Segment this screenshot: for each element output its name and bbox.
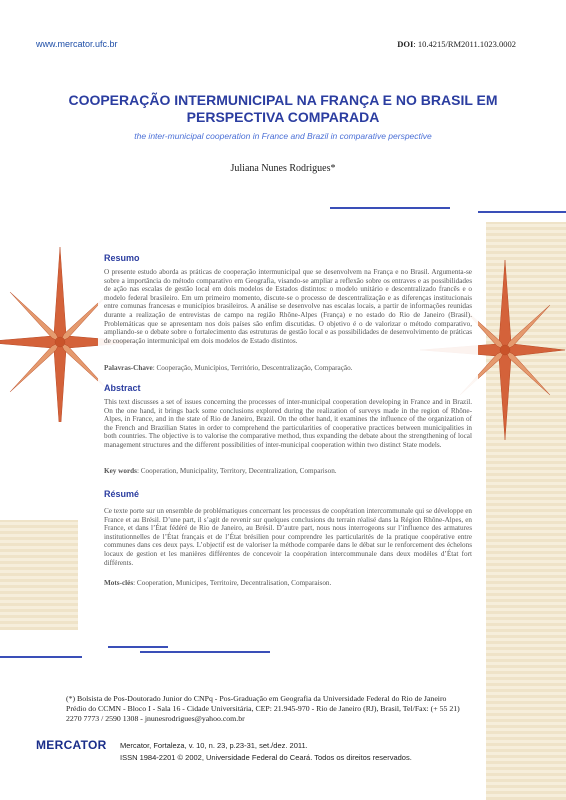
footnote-line: (*) Bolsista de Pos-Doutorado Junior do CNPq - Pos-Graduação em Geografia da Universidade Federal do Rio de Janeiro (66, 694, 447, 703)
abstract-heading: Abstract (104, 383, 141, 393)
keywords-text: : Cooperation, Municipes, Territoire, Decentralisation, Comparaison. (133, 579, 332, 587)
decorative-bar (0, 656, 82, 658)
keywords-label: Key words (104, 467, 137, 475)
resume-keywords (104, 579, 472, 587)
decorative-bar (108, 646, 168, 648)
decorative-bar (478, 211, 566, 213)
footnote-line: Prédio do CCMN - Bloco I - Sala 16 - Cidade Universitária, CEP: 21.945-970 - Rio de Janeiro (RJ), Brasil, Tel/Fax: (+ 55 21) (66, 704, 460, 713)
doi (397, 39, 516, 49)
article-title-english: the inter-municipal cooperation in France and Brazil in comparative perspective (134, 131, 432, 141)
resumo-text: O presente estudo aborda as práticas de cooperação intermunicipal que se desenvolvem na França e no Brasil. Argumenta-se sobre a importância do método comparativo em Geografia, visando-se ampliar a reflexão sobre os entraves e as possibilidades de ação nas escalas de gestão local em dois modelos de Estados distintos: o modelo unitário e descentralizado francês e o modelo federal brasileiro. Em um primeiro momento, discute-se o processo de descentralização e as diferenças institucionais entre comunas francesas e municípios brasileiros. A análise se desenvolve nas escalas locais, a partir de informações reunidas durante a realização de entrevistas de campo na região Rhône-Alpes (França) e no estado do Rio de Janeiro (Brasil). Problemáticas que se apresentam nos dois países são enfim discutidas. O objetivo é o de valorizar o método comparativo, ampliando-se o debate sobre o fortalecimento das estruturas de gestão local e as possibilidades de desenvolvimento de práticas de cooperação intermunicipal em dois modelos de Estado distintos. (104, 268, 472, 345)
doi-label: DOI (397, 39, 414, 49)
abstract-text: This text discusses a set of issues concerning the processes of inter-municipal cooperation developing in France and in Brazil. On the one hand, it brings back some conclusions explored during the realization of surveys made in the region of Rhône-Alpes, in France, and in the state of Rio de Janeiro, Brazil. On the other hand, it examines the influence of the organization of the French and Brazilian States in order to comprehend the particularities of cooperative practices between municipalities in both countries. The objective is to valorise the comparative method, thus expanding the debate about the strengthening of local management structures and the different possibilities of inter-municipal cooperation within two distinct State models. (104, 398, 472, 449)
abstract-keywords (104, 467, 472, 475)
citation-line: Mercator, Fortaleza, v. 10, n. 23, p.23-31, set./dez. 2011. (120, 741, 308, 750)
resume-text: Ce texte porte sur un ensemble de problématiques concernant les processus de coopération intercommunale qui se développe en France et au Brésil. D’une part, il s’agit de revenir sur quelques conclusions du terrain réalisé dans la Région Rhône-Alpes, en France, et dans l’État fédéré de Rio de Janeiro, au Brésil. D’autre part, nous nous interrogeons sur l’influence des armatures institutionnelles de l’État français et de l’État brésilien pour comprendre les particularités de la pratique coopérative entre communes dans ces deux pays. L’objectif est de valoriser la méthode comparée dans le débat sur le renforcement des échelons locaux de gestion et les manières différentes de concevoir la coopération intercommunale dans deux modèles d’État fort différents. (104, 507, 472, 567)
decorative-texture-left (0, 520, 78, 630)
author: Juliana Nunes Rodrigues* (230, 163, 336, 174)
author-footnote (66, 694, 506, 724)
resumo-keywords (104, 364, 472, 372)
footnote-line: 2270 7773 / 2590 1308 - jnunesrodrigues@yahoo.com.br (66, 714, 245, 723)
decorative-bar (330, 207, 450, 209)
resume-heading: Résumé (104, 489, 140, 499)
keywords-text: : Cooperation, Municipality, Territory, Decentralization, Comparison. (136, 467, 337, 475)
keywords-label: Mots-clés (104, 579, 134, 587)
journal-url[interactable]: www.mercator.ufc.br (36, 39, 118, 49)
issn-line: ISSN 1984-2201 © 2002, Universidade Federal do Ceará. Todos os direitos reservados. (120, 753, 412, 762)
abstract-box (98, 234, 478, 638)
keywords-label: Palavras-Chave (104, 364, 153, 372)
mercator-logo: MERCATOR (36, 738, 107, 752)
keywords-text: : Cooperação, Municípios, Território, Descentralização, Comparação. (152, 364, 353, 372)
doi-value: : 10.4215/RM2011.1023.0002 (413, 39, 516, 49)
resumo-heading: Resumo (104, 253, 140, 263)
decorative-bar (140, 651, 270, 653)
article-title: COOPERAÇÃO INTERMUNICIPAL NA FRANÇA E NO BRASIL EM PERSPECTIVA COMPARADA (68, 92, 498, 125)
journal-citation (120, 740, 412, 764)
